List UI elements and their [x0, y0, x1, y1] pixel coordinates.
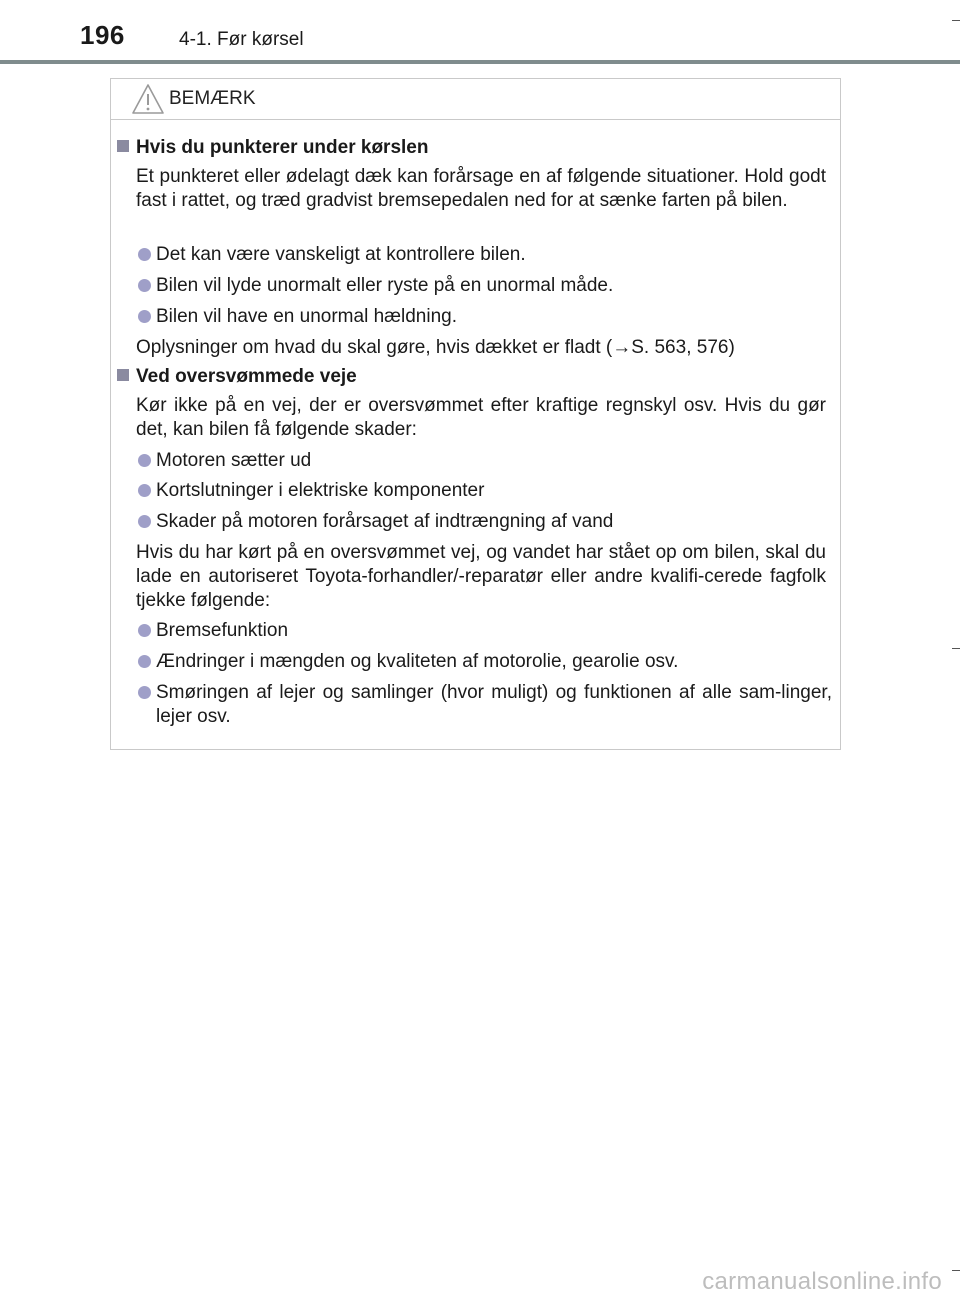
list-item: Det kan være vanskeligt at kontrollere bilen.	[138, 243, 832, 267]
paragraph: Oplysninger om hvad du skal gøre, hvis dækket er fladt (→S. 563, 576)	[136, 337, 735, 358]
square-bullet-icon	[117, 140, 129, 152]
list-item: Ændringer i mængden og kvaliteten af motorolie, gearolie osv.	[138, 650, 832, 674]
list-item: Motoren sætter ud	[138, 449, 832, 473]
circle-bullet-icon	[138, 484, 151, 497]
circle-bullet-icon	[138, 515, 151, 528]
section-title: 4-1. Før kørsel	[179, 29, 304, 50]
section-heading: Ved oversvømmede veje	[117, 366, 357, 388]
section-heading: Hvis du punkterer under kørslen	[117, 137, 428, 159]
circle-bullet-icon	[138, 686, 151, 699]
header-rule	[0, 60, 960, 64]
watermark: carmanualsonline.info	[702, 1268, 942, 1295]
circle-bullet-icon	[138, 655, 151, 668]
page-number: 196	[80, 20, 125, 50]
list-item: Bilen vil have en unormal hældning.	[138, 305, 832, 329]
list-item: Kortslutninger i elektriske komponenter	[138, 479, 832, 503]
crop-mark	[952, 648, 960, 649]
notice-box	[110, 78, 841, 750]
list-item: Smøringen af lejer og samlinger (hvor muligt) og funktionen af alle sam-linger, lejer osv.	[138, 681, 832, 729]
crop-mark	[952, 20, 960, 21]
paragraph: Kør ikke på en vej, der er oversvømmet efter kraftige regnskyl osv. Hvis du gør det, kan bilen få følgende skader:	[136, 395, 826, 440]
list-item: Bremsefunktion	[138, 619, 832, 643]
circle-bullet-icon	[138, 624, 151, 637]
list-item: Skader på motoren forårsaget af indtrængning af vand	[138, 510, 832, 534]
circle-bullet-icon	[138, 310, 151, 323]
circle-bullet-icon	[138, 279, 151, 292]
crop-mark	[952, 1270, 960, 1271]
notice-header	[111, 79, 840, 120]
circle-bullet-icon	[138, 454, 151, 467]
warning-triangle-icon	[131, 83, 165, 115]
notice-label: BEMÆRK	[169, 88, 256, 109]
list-item: Bilen vil lyde unormalt eller ryste på en unormal måde.	[138, 274, 832, 298]
square-bullet-icon	[117, 369, 129, 381]
paragraph: Hvis du har kørt på en oversvømmet vej, og vandet har stået op om bilen, skal du lade en autoriseret Toyota-forhandler/-reparatør eller andre kvalifi-cerede fagfolk tjekke følgende:	[136, 542, 826, 611]
paragraph: Et punkteret eller ødelagt dæk kan forårsage en af følgende situationer. Hold godt fast i rattet, og træd gradvist bremsepedalen ned for at sænke farten på bilen.	[136, 166, 826, 211]
circle-bullet-icon	[138, 248, 151, 261]
